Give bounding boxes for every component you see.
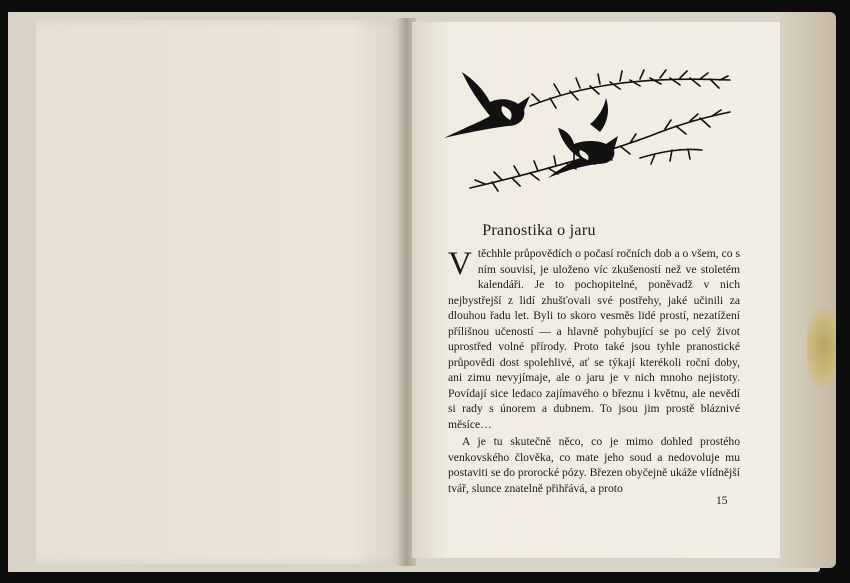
book-right-cover-edge xyxy=(780,12,836,568)
chapter-title: Pranostika o jaru xyxy=(482,222,596,239)
cover-stain xyxy=(806,308,836,386)
branch-upper xyxy=(530,70,730,108)
swallow-left xyxy=(444,72,530,138)
paragraph-2: A je tu skutečně něco, co je mimo dohled prostého venkovského člověka, co mate jeho soud a nedovoluje mu postaviti se do prorocké pózy. Březen obyčejně ukáže vlídnější tvář, slunce znatelně přihřává, a proto xyxy=(448,435,740,495)
drop-cap: V xyxy=(448,246,472,282)
paragraph-1-text: těchhle průpovědích o počasí ročních dob a o všem, co s ním souvisí, je uloženo víc zkušeností než ve stoletém kalendáři. Je to pochopitelné, poněvadž v nich nejbystřejší z lidí zhušťovali své postřehy, jaké učinili za dlouhou řadu let. Byli to skoro vesměs lidé prostí, nezatížení přílišnou učeností — a hlavně pohybující se po celý život uprostřed volné přírody. Proto také jsou tyhle pranostické průpovědi dost spolehlivé, ať se týkají kterékoli roční doby, ani zimu nevyjímaje, ale o jaru je v nich mnoho nejistoty. Povídají sice ledaco zajímavého o březnu i květnu, ale nevědí si rady s únorem a dubnem. To jsou jim prostě bláznivé měsíce… xyxy=(448,247,740,431)
left-blank-page xyxy=(36,20,404,564)
body-text xyxy=(448,246,740,496)
page-number: 15 xyxy=(716,494,728,507)
swallows-illustration xyxy=(440,66,740,198)
paragraph-1 xyxy=(448,246,740,432)
